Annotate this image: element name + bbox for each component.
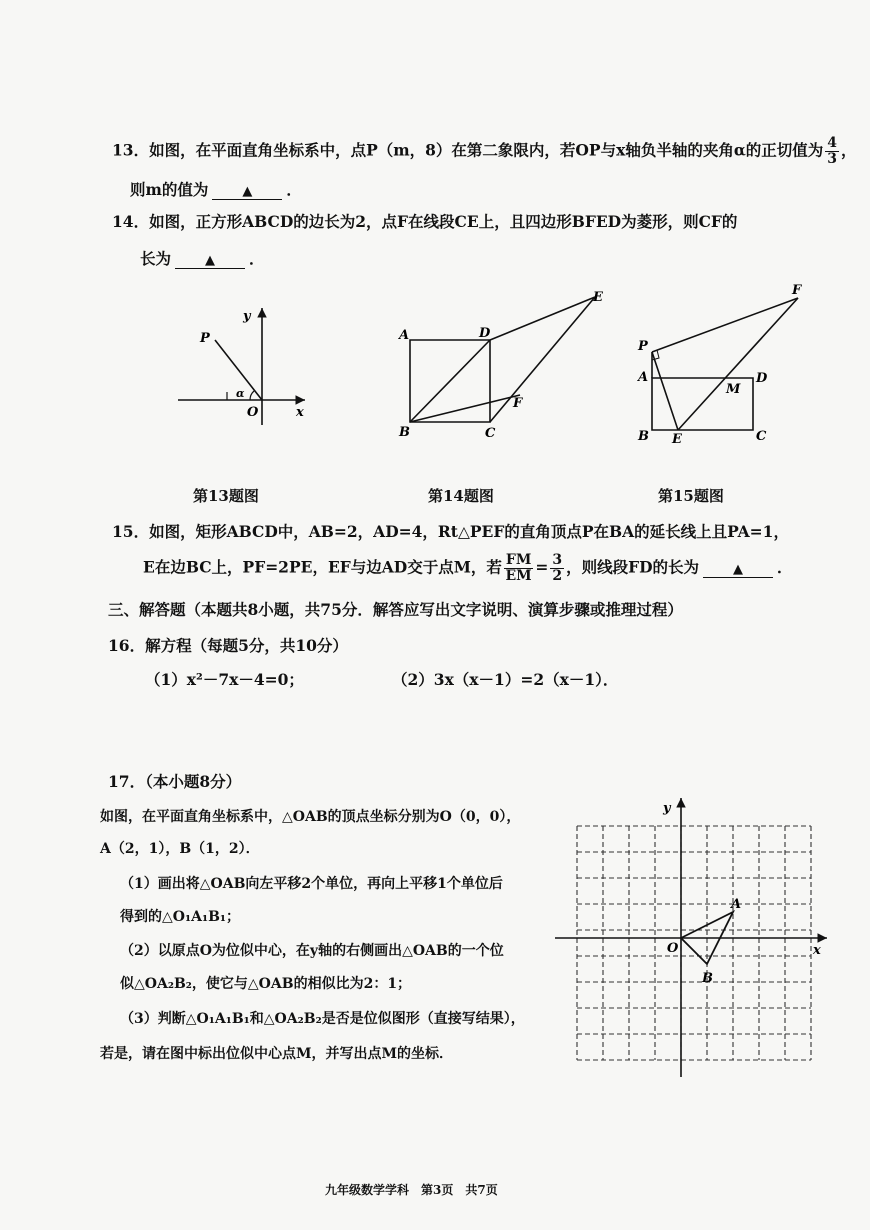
q13-answer-blank[interactable]: ▲ — [212, 184, 282, 200]
page-footer: 九年级数学学科 第3页 共7页 — [325, 1183, 498, 1197]
q15-line1: 15．如图，矩形ABCD中，AB=2，AD=4，Rt△PEF的直角顶点P在BA的延长线上且PA=1， — [112, 522, 789, 541]
q13-fraction: $\frac{4}{3}$ — [827, 135, 837, 167]
label-A: A — [399, 328, 410, 343]
q16-part1: （1）x²－7x－4=0； — [145, 670, 304, 689]
q16-part2: （2）3x（x－1）=2（x－1）． — [392, 670, 619, 689]
angle-alpha-arc — [250, 391, 254, 400]
label-B: B — [399, 425, 410, 440]
q15-fraction-3-2: $\frac{3}{2}$ — [552, 552, 563, 584]
q17-line1: 如图，在平面直角坐标系中，△OAB的顶点坐标分别为O（0，0）， — [100, 809, 521, 825]
label-x: x — [813, 943, 821, 958]
label-O: O — [667, 941, 679, 956]
label-y: y — [663, 801, 671, 816]
q17-line5: （2）以原点O为位似中心，在y轴的右侧画出△OAB的一个位 — [120, 943, 504, 959]
q17-line4: 得到的△O₁A₁B₁； — [120, 909, 241, 925]
label-A: A — [731, 897, 742, 912]
q13-line2: 则m的值为 ▲ ． — [130, 180, 302, 199]
label-A: A — [638, 370, 649, 385]
figure-13 — [170, 300, 320, 440]
q17-line7: （3）判断△O₁A₁B₁和△OA₂B₂是否是位似图形（直接写结果）， — [120, 1011, 525, 1027]
q13-line1: 13．如图，在平面直角坐标系中，点P（m，8）在第二象限内，若OP与x轴负半轴的夹角α的正切值为 $\frac{4}{3}$ ， — [112, 135, 857, 167]
q14-answer-blank[interactable]: ▲ — [175, 253, 245, 269]
label-C: C — [756, 429, 767, 444]
q14-line2: 长为 ▲ ． — [140, 249, 265, 268]
label-M: M — [726, 382, 741, 397]
caption-14: 第14题图 — [428, 487, 494, 505]
q17-line8: 若是，请在图中标出位似中心点M，并写出点M的坐标． — [100, 1046, 453, 1062]
dashed-grid — [577, 826, 811, 1060]
q17-grid-figure — [555, 792, 835, 1082]
q14-line1: 14．如图，正方形ABCD的边长为2，点F在线段CE上，且四边形BFED为菱形，则CF的 — [112, 212, 738, 231]
label-y: y — [243, 309, 251, 324]
figure-14 — [395, 285, 615, 445]
q15-fraction-fm-em: $\frac{FM}{EM}$ — [505, 552, 532, 584]
q16-title: 16．解方程（每题5分，共10分） — [108, 636, 348, 655]
label-B: B — [702, 971, 713, 986]
q15-line2: E在边BC上，PF=2PE，EF与边AD交于点M，若 $\frac{FM}{EM}$ = $\frac{3}{2}$ ，则线段FD的长为 ▲ ． — [143, 552, 793, 584]
label-F: F — [792, 283, 802, 298]
label-C: C — [485, 426, 496, 441]
label-P: P — [638, 339, 648, 354]
section-3-heading: 三、解答题（本题共8小题，共75分．解答应写出文字说明、演算步骤或推理过程） — [108, 600, 683, 619]
caption-15: 第15题图 — [658, 487, 724, 505]
label-O: O — [247, 405, 259, 420]
figure-15 — [630, 280, 815, 450]
q17-line6: 似△OA₂B₂，使它与△OAB的相似比为2：1； — [120, 976, 412, 992]
label-D: D — [479, 326, 491, 341]
label-F: F — [513, 396, 523, 411]
label-P: P — [200, 331, 210, 346]
q17-line2: A（2，1），B（1，2）． — [100, 841, 260, 857]
q17-line3: （1）画出将△OAB向左平移2个单位，再向上平移1个单位后 — [120, 876, 503, 892]
label-E: E — [593, 290, 603, 305]
label-alpha: α — [236, 387, 245, 400]
label-E: E — [672, 432, 682, 447]
q17-title: 17．（本小题8分） — [108, 772, 242, 791]
label-B: B — [638, 429, 649, 444]
label-x: x — [296, 405, 304, 420]
label-D: D — [756, 371, 768, 386]
caption-13: 第13题图 — [193, 487, 259, 505]
q15-answer-blank[interactable]: ▲ — [703, 562, 773, 578]
